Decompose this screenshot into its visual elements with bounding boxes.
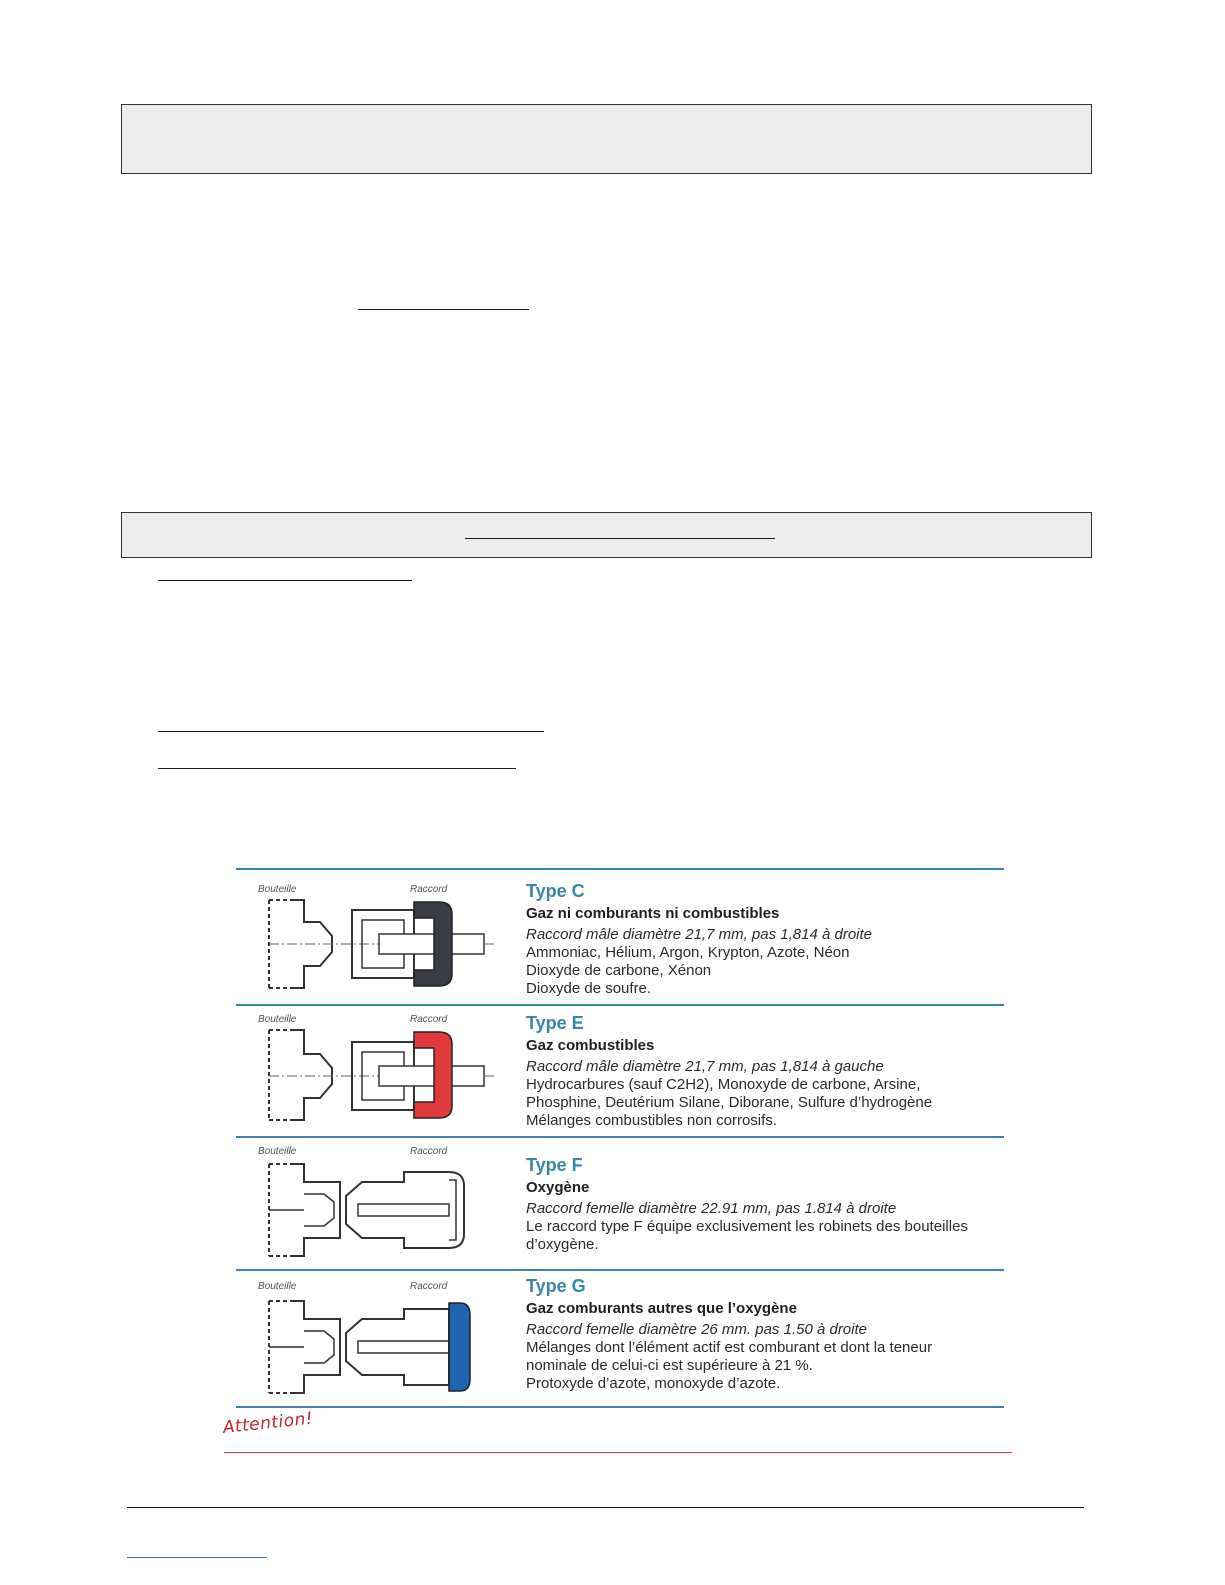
panel-type-c xyxy=(236,868,1004,1004)
section-header-box xyxy=(121,512,1092,558)
connector-female-drawing xyxy=(254,1297,494,1397)
panel-text xyxy=(526,880,996,998)
underline-3 xyxy=(158,731,544,732)
panel-type-e xyxy=(236,1004,1004,1136)
connector-male-drawing xyxy=(254,1026,494,1124)
connector-types-figure xyxy=(236,868,1004,1408)
panel-text xyxy=(526,1012,996,1130)
panel-subtitle: Gaz ni comburants ni combustibles xyxy=(526,905,780,922)
label-bouteille: Bouteille xyxy=(258,1014,297,1025)
panel-line: d’oxygène. xyxy=(526,1236,599,1253)
panel-type-f xyxy=(236,1136,1004,1269)
connector-male-drawing xyxy=(254,896,494,992)
label-bouteille: Bouteille xyxy=(258,884,297,895)
panel-line: Dioxyde de soufre. xyxy=(526,980,652,997)
attention-line xyxy=(224,1452,1012,1453)
label-bouteille: Bouteille xyxy=(258,1281,297,1292)
footer-rule xyxy=(127,1507,1084,1508)
figure-bottom-separator xyxy=(236,1406,1004,1408)
panel-title: Type C xyxy=(526,881,585,901)
header-box xyxy=(121,104,1092,174)
label-raccord: Raccord xyxy=(410,884,448,895)
panel-line: Dioxyde de carbone, Xénon xyxy=(526,962,712,979)
panel-spec: Raccord mâle diamètre 21,7 mm, pas 1,814 à droite xyxy=(526,926,873,943)
panel-spec: Raccord mâle diamètre 21,7 mm, pas 1,814 à gauche xyxy=(526,1058,884,1075)
attention-note: Attention! xyxy=(221,1408,315,1438)
underline-2 xyxy=(158,580,412,581)
panel-type-g xyxy=(236,1269,1004,1406)
panel-title: Type G xyxy=(526,1276,586,1296)
panel-title: Type E xyxy=(526,1013,584,1033)
underline-4 xyxy=(158,768,516,769)
panel-spec: Raccord femelle diamètre 26 mm. pas 1.50 à droite xyxy=(526,1321,867,1338)
panel-line: Le raccord type F équipe exclusivement les robinets des bouteilles xyxy=(526,1218,968,1235)
panel-text xyxy=(526,1275,996,1393)
panel-subtitle: Gaz combustibles xyxy=(526,1037,655,1054)
underline-1 xyxy=(358,309,529,310)
footer-link-underline xyxy=(127,1557,267,1558)
section-title-underline xyxy=(465,538,775,539)
connector-female-drawing xyxy=(254,1160,494,1260)
panel-text xyxy=(526,1154,996,1254)
panel-line: Mélanges dont l’élément actif est comburant et dont la teneur xyxy=(526,1339,933,1356)
panel-line: Phosphine, Deutérium Silane, Diborane, Sulfure d’hydrogène xyxy=(526,1094,933,1111)
panel-spec: Raccord femelle diamètre 22.91 mm, pas 1.814 à droite xyxy=(526,1200,897,1217)
panel-subtitle: Oxygène xyxy=(526,1179,590,1196)
label-raccord: Raccord xyxy=(410,1014,448,1025)
panel-line: Ammoniac, Hélium, Argon, Krypton, Azote, Néon xyxy=(526,944,850,961)
label-bouteille: Bouteille xyxy=(258,1146,297,1157)
panel-line: Protoxyde d’azote, monoxyde d’azote. xyxy=(526,1375,781,1392)
panel-subtitle: Gaz comburants autres que l’oxygène xyxy=(526,1300,797,1317)
panel-line: nominale de celui-ci est supérieure à 21 %. xyxy=(526,1357,813,1374)
label-raccord: Raccord xyxy=(410,1146,448,1157)
panel-title: Type F xyxy=(526,1155,583,1175)
panel-line: Mélanges combustibles non corrosifs. xyxy=(526,1112,777,1129)
panel-line: Hydrocarbures (sauf C2H2), Monoxyde de carbone, Arsine, xyxy=(526,1076,921,1093)
label-raccord: Raccord xyxy=(410,1281,448,1292)
